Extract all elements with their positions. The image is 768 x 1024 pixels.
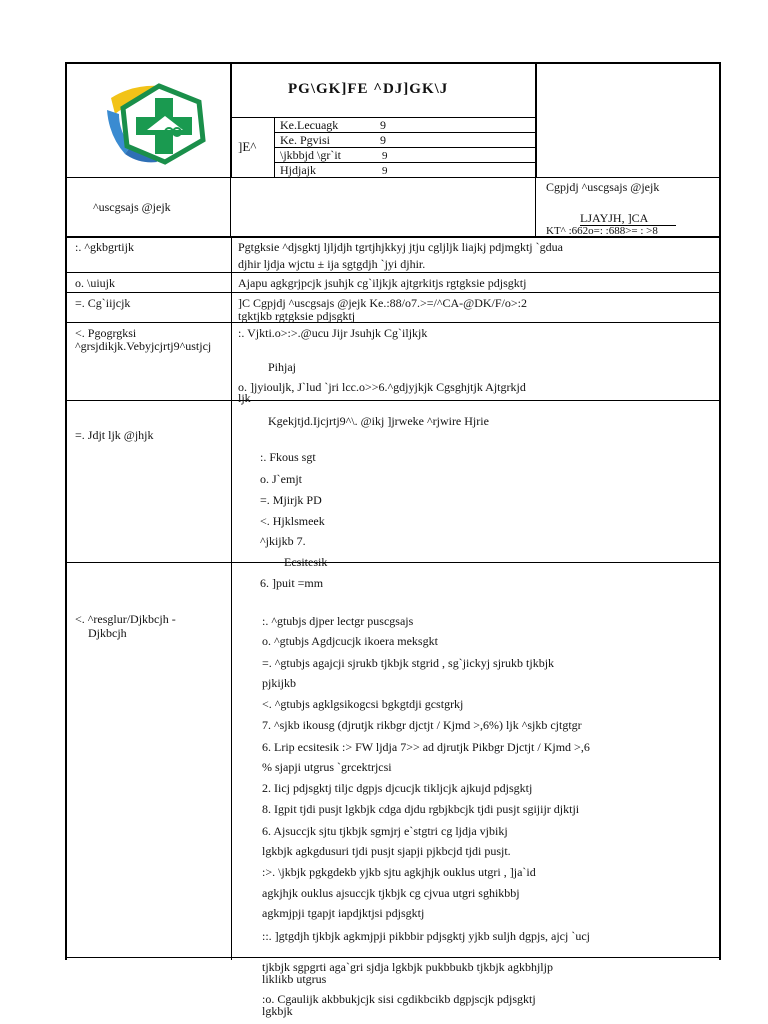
row-line-3 bbox=[65, 322, 721, 323]
procedure-step: pjkijkb bbox=[262, 676, 297, 690]
procedure-step: 7. ^sjkb ikousg (djrutjk rikbgr djctjt / Kjmd >,6%) ljk ^sjkb cjtgtgr bbox=[262, 718, 582, 732]
row-text-reference-3: o. ]jyiouljk, J`lud `jri lcc.o>>6.^gdjyjkjk Cgsghjtjk Ajtgrkjd bbox=[238, 380, 526, 394]
info-value-revision: 9 bbox=[380, 133, 386, 147]
row-text-policy-1: ]C Cgpjdj ^uscgsajs @jejk Ke.:88/o7.>=/^CA-@DK/F/o>:2 bbox=[238, 296, 527, 310]
row-label-tools: =. Jdjt ljk @jhjk bbox=[75, 428, 154, 442]
row-label-procedure-2: Djkbcjh bbox=[88, 626, 127, 640]
tools-item-2: o. J`emjt bbox=[260, 472, 302, 486]
procedure-step: 8. Igpit tjdi pusjt lgkbjk cdga djdu rgbjkbcjk tjdi pusjt sgijijr djktji bbox=[262, 802, 580, 816]
procedure-step: agkmjpji tgapjt iapdjktjsi pdjsgktj bbox=[262, 906, 425, 920]
signer-name: LJAYJH, ]CA bbox=[580, 211, 649, 225]
signer-row-divider-left bbox=[230, 177, 231, 236]
procedure-step: lgkbjk bbox=[262, 1004, 293, 1018]
row-text-reference-4: ljk bbox=[238, 391, 251, 405]
row-label-reference-1: <. Pgogrgksi bbox=[75, 326, 137, 340]
outer-bottom-border bbox=[65, 957, 233, 958]
signer-row-divider-right bbox=[535, 177, 536, 236]
document-title: PG\GK]FE ^DJ]GK\J bbox=[288, 81, 449, 97]
info-label-pages: Hjdjajk bbox=[280, 163, 316, 177]
procedure-step: 2. Iicj pdjsgktj tiljc dgpjs djcucjk tikljcjk ajkujd pdjsgktj bbox=[262, 781, 533, 795]
info-value-effective-date: 9 bbox=[382, 150, 388, 162]
row-line-1 bbox=[65, 272, 721, 273]
row-label-policy: =. Cg`iijcjk bbox=[75, 296, 131, 310]
info-value-pages: 9 bbox=[382, 165, 388, 177]
signer-role: Cgpjdj ^uscgsajs @jejk bbox=[546, 180, 660, 194]
tools-item-4: <. Hjklsmeek bbox=[260, 514, 325, 528]
sop-code: ]E^ bbox=[238, 139, 257, 154]
row-label-purpose: o. \uiujk bbox=[75, 276, 116, 290]
signer-id: KT^ :662o=: :688>= : >8 bbox=[546, 225, 658, 236]
procedure-step: agkjhjk ouklus ajsuccjk tjkbjk cg cjvua utgri sghikbbj bbox=[262, 886, 520, 900]
procedure-step: lgkbjk agkgdusuri tjdi pusjt sjapji pjkbcjd tjdi pusjt. bbox=[262, 844, 511, 858]
info-value-document-number: 9 bbox=[380, 118, 386, 132]
tools-item-6: Ecsitesik bbox=[284, 555, 328, 569]
procedure-step: o. ^gtubjs Agdjcucjk ikoera meksgkt bbox=[262, 634, 438, 648]
row-line-2 bbox=[65, 292, 721, 293]
outer-right-border bbox=[719, 62, 721, 960]
procedure-step: 6. Lrip ecsitesik :> FW ljdja 7>> ad djrutjk Pikbgr Djctjt / Kjmd >,6 bbox=[262, 740, 590, 754]
procedure-step: 6. Ajsuccjk sjtu tjkbjk sgmjrj e`stgtri cg ljdja vjbikj bbox=[262, 824, 508, 838]
procedure-step: liklikb utgrus bbox=[262, 972, 327, 986]
header-divider-2 bbox=[535, 62, 537, 177]
tools-item-1: :. Fkous sgt bbox=[260, 450, 316, 464]
row-label-definition: :. ^gkbgrtijk bbox=[75, 240, 134, 254]
header-bottom-line bbox=[65, 177, 721, 178]
outer-bottom-border-right bbox=[231, 957, 721, 958]
procedure-step: :>. \jkbjk pgkgdekb yjkb sjtu agkjhjk ouklus utgri , ]ja`id bbox=[262, 865, 536, 879]
outer-left-border bbox=[65, 62, 67, 960]
org-label: ^uscgsajs @jejk bbox=[93, 200, 171, 214]
signer-row-bottom bbox=[65, 236, 721, 238]
tools-item-5: ^jkijkb 7. bbox=[260, 534, 306, 548]
row-text-reference-2: Pihjaj bbox=[268, 360, 297, 374]
procedure-step: ::. ]gtgdjh tjkbjk agkmjpji pikbbir pdjsgktj yjkb suljh dgpjs, ajcj `ucj bbox=[262, 929, 590, 943]
row-text-policy-2: tgktjkb rgtgksie pdjsgktj bbox=[238, 309, 356, 323]
procedure-step: % sjapji utgrus `grcektrjcsi bbox=[262, 760, 392, 774]
tools-item-3: =. Mjirjk PD bbox=[260, 493, 322, 507]
row-line-5 bbox=[65, 562, 721, 563]
health-cross-logo-icon bbox=[103, 80, 215, 166]
procedure-step: :. ^gtubjs djper lectgr puscgsajs bbox=[262, 614, 414, 628]
body-col-divider bbox=[231, 236, 232, 960]
procedure-step: =. ^gtubjs agajcji sjrukb tjkbjk stgrid , sg`jickyj sjrukb tjkbjk bbox=[262, 656, 555, 670]
row-line-4 bbox=[65, 400, 721, 401]
tools-item-7: 6. ]puit =mm bbox=[260, 576, 324, 590]
row-text-reference-1: :. Vjkti.o>:>.@ucu Jijr Jsuhjk Cg`iljkjk bbox=[238, 326, 428, 340]
row-text-purpose: Ajapu agkgrjpcjk jsuhjk cg`iljkjk ajtgrkitjs rgtgksie pdjsgktj bbox=[238, 276, 527, 290]
procedure-step: <. ^gtubjs agklgsikogcsi bgkgtdji gcstgrkj bbox=[262, 697, 464, 711]
row-label-procedure-1: <. ^resglur/Djkbcjh - bbox=[75, 612, 176, 626]
info-label-revision: Ke. Pgvisi bbox=[280, 133, 331, 147]
outer-top-border bbox=[65, 62, 721, 64]
procedure-step: :o. Cgaulijk akbbukjcjk sisi cgdikbcikb dgpjscjk pdjsgktj bbox=[262, 992, 536, 1006]
row-text-definition-2: djhir ljdja wjctu ± ija sgtgdjh `jyi djhir. bbox=[238, 257, 426, 271]
row-label-reference-2: ^grsjdikjk.Vebyjcjrtj9^ustjcj bbox=[75, 339, 212, 353]
info-label-effective-date: \jkbbjd \gr`it bbox=[280, 148, 341, 162]
row-text-definition-1: Pgtgksie ^djsgktj ljljdjh tgrtjhjkkyj jtju cgljljk liajkj pdjmgktj `gdua bbox=[238, 240, 563, 254]
organization-logo bbox=[103, 80, 215, 166]
procedure-step: tjkbjk sgpgrti aga`gri sjdja lgkbjk pukbbukb tjkbjk agkbhjljp bbox=[262, 960, 553, 974]
info-label-document-number: Ke.Lecuagk bbox=[280, 118, 339, 132]
header-divider-1 bbox=[230, 62, 232, 177]
tools-heading: Kgekjtjd.Ijcjrtj9^\. @ikj ]jrweke ^rjwire Hjrie bbox=[268, 414, 489, 428]
